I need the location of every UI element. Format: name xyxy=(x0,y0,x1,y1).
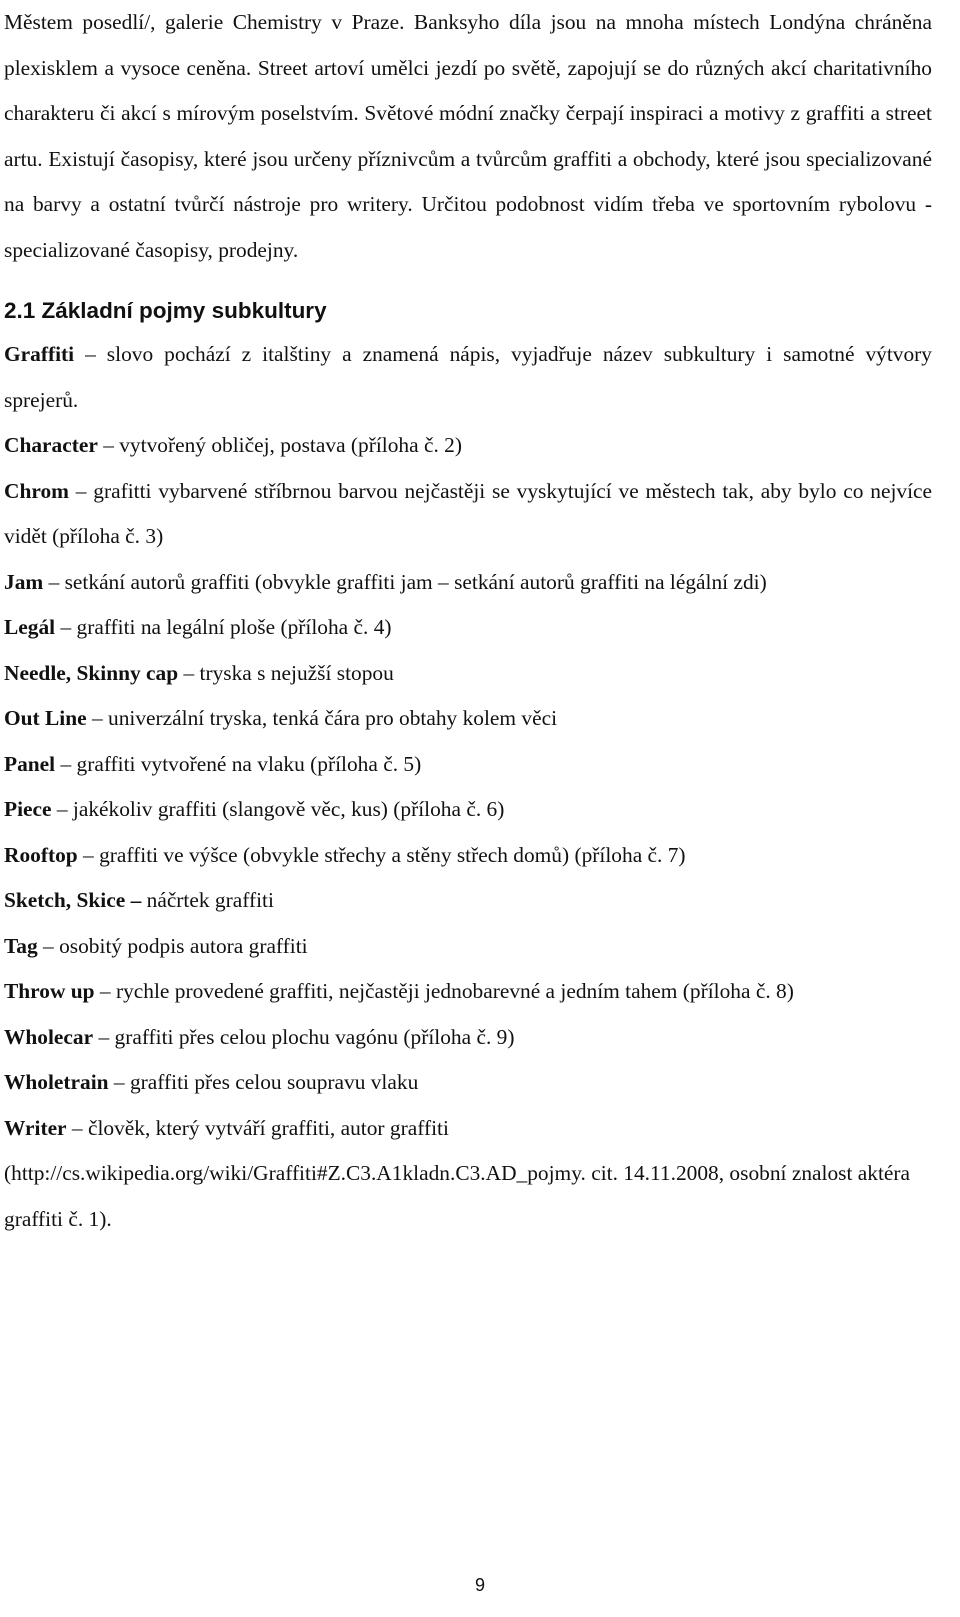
term-definition: vytvořený obličej, postava (příloha č. 2) xyxy=(119,433,462,457)
term-definition: univerzální tryska, tenká čára pro obtahy kolem věci xyxy=(108,706,558,730)
term-row-sketch xyxy=(4,878,932,924)
term-row-wholetrain xyxy=(4,1060,932,1106)
intro-paragraph: Městem posedlí/, galerie Chemistry v Praze. Banksyho díla jsou na mnoha místech Londýna chráněna plexisklem a vysoce ceněna. Street artoví umělci jezdí po světě, zapojují se do různých akcí charitativního charakteru či akcí s mírovým poselstvím. Světové módní značky čerpají inspiraci a motivy z graffiti a street artu. Existují časopisy, které jsou určeny příznivcům a tvůrcům graffiti a obchody, které jsou specializované na barvy a ostatní tvůrčí nástroje pro writery. Určitou podobnost vidím třeba ve sportovním rybolovu - specializované časopisy, prodejny. xyxy=(4,10,932,262)
term-separator: – xyxy=(94,979,116,1003)
term-row-wholecar xyxy=(4,1015,932,1061)
term-separator: – xyxy=(108,1070,130,1094)
term-row-graffiti xyxy=(4,332,932,423)
term-separator: – xyxy=(66,1115,88,1140)
term-definition: člověk, který vytváří graffiti, autor graffiti xyxy=(87,1115,449,1140)
term-name: Panel xyxy=(4,751,56,776)
term-row-throw-up xyxy=(4,969,932,1015)
term-separator: – xyxy=(74,342,107,366)
term-name: Sketch, Skice – xyxy=(4,888,142,912)
term-name: Tag xyxy=(4,933,38,958)
term-row-character xyxy=(4,423,932,469)
page-number: 9 xyxy=(474,1575,485,1595)
term-row-needle xyxy=(4,651,932,697)
term-name: Writer xyxy=(4,1115,67,1140)
term-name: Wholetrain xyxy=(4,1070,109,1094)
term-row-rooftop xyxy=(4,833,932,879)
page-content xyxy=(4,0,932,1242)
term-definition: tryska s nejužší stopou xyxy=(199,660,394,685)
term-row-chrom xyxy=(4,469,932,560)
source-citation: (http://cs.wikipedia.org/wiki/Graffiti#Z.C3.A1kladn.C3.AD_pojmy. cit. 14.11.2008, osobní znalost aktéra graffiti č. 1). xyxy=(4,1161,911,1231)
term-definition: rychle provedené graffiti, nejčastěji jednobarevné a jedním tahem (příloha č. 8) xyxy=(115,979,794,1003)
term-name: Wholecar xyxy=(4,1024,94,1049)
term-name: Jam xyxy=(4,569,44,594)
term-name: Piece xyxy=(4,797,52,821)
term-name: Character xyxy=(4,433,98,457)
term-definition: graffiti na legální ploše (příloha č. 4) xyxy=(76,615,392,639)
term-separator: – xyxy=(77,842,100,867)
term-name: Throw up xyxy=(4,979,95,1003)
term-separator: – xyxy=(55,751,77,776)
term-separator: – xyxy=(37,933,60,958)
term-definition: osobitý podpis autora graffiti xyxy=(59,933,308,958)
term-name: Graffiti xyxy=(4,342,75,366)
term-name: Chrom xyxy=(4,478,69,503)
term-definition: slovo pochází z italštiny a znamená nápis, vyjadřuje název subkultury i samotné výtvory sprejerů. xyxy=(4,342,933,412)
section-heading: 2.1 Základní pojmy subkultury xyxy=(4,298,327,323)
term-name: Needle, Skinny cap xyxy=(4,660,179,685)
term-separator: – xyxy=(178,660,200,685)
term-name: Out Line xyxy=(4,706,87,730)
term-separator: – xyxy=(97,433,120,457)
term-row-jam xyxy=(4,560,932,606)
term-separator: – xyxy=(93,1024,115,1049)
term-definition: graffiti přes celou soupravu vlaku xyxy=(129,1070,419,1094)
term-separator: – xyxy=(51,797,73,821)
term-definition: setkání autorů graffiti (obvykle graffiti jam – setkání autorů graffiti na légální zdi) xyxy=(64,569,767,594)
term-row-legal xyxy=(4,605,932,651)
term-separator: – xyxy=(68,478,94,503)
term-definition: graffiti ve výšce (obvykle střechy a stěny střech domů) (příloha č. 7) xyxy=(99,842,686,867)
term-row-tag xyxy=(4,924,932,970)
term-name: Legál xyxy=(4,615,56,639)
term-separator: – xyxy=(86,706,108,730)
term-row-panel xyxy=(4,742,932,788)
term-row-piece xyxy=(4,787,932,833)
term-list xyxy=(4,332,932,1151)
term-definition: graffiti vytvořené na vlaku (příloha č. 5) xyxy=(76,751,422,776)
term-separator: – xyxy=(55,615,77,639)
term-definition: graffiti přes celou plochu vagónu (příloha č. 9) xyxy=(114,1024,515,1049)
term-name: Rooftop xyxy=(4,842,78,867)
term-definition: náčrtek graffiti xyxy=(146,888,274,912)
term-row-writer xyxy=(4,1106,932,1152)
term-row-out-line xyxy=(4,696,932,742)
term-definition: jakékoliv graffiti (slangově věc, kus) (příloha č. 6) xyxy=(72,797,505,821)
term-separator: – xyxy=(43,569,65,594)
term-definition: grafitti vybarvené stříbrnou barvou nejčastěji se vyskytující ve městech tak, aby bylo co nejvíce vidět (příloha č. 3) xyxy=(4,478,933,548)
